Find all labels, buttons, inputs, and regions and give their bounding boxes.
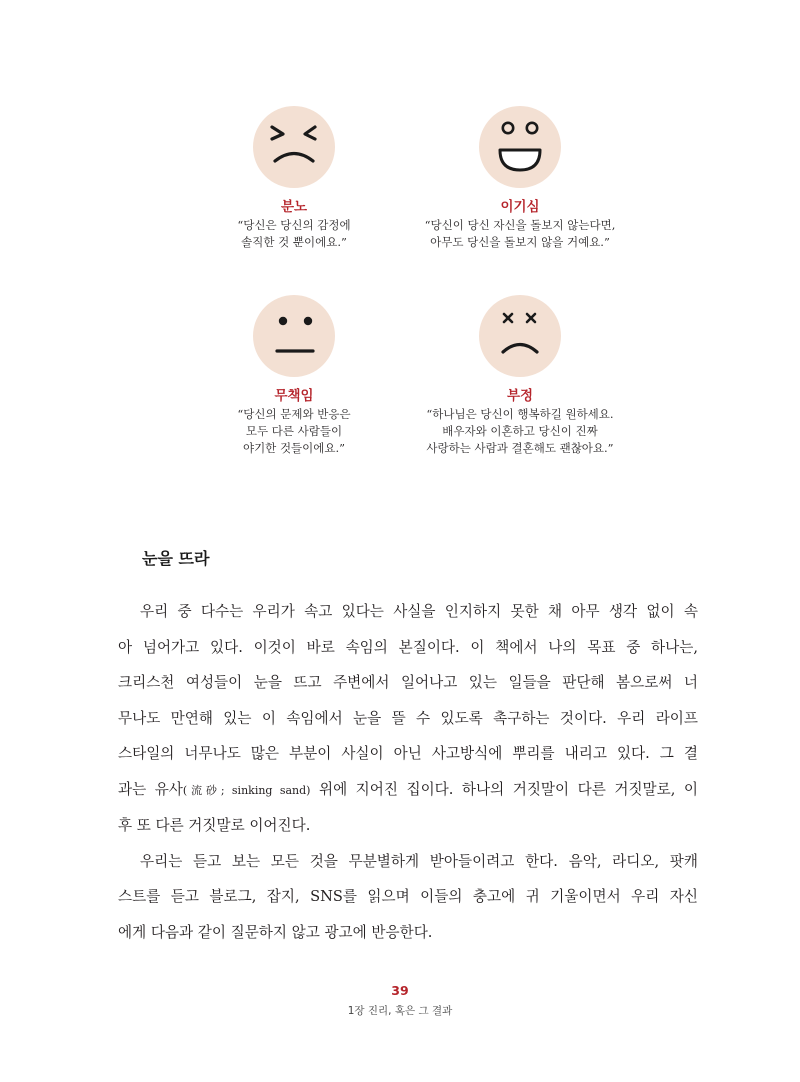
emotion-label: 분노 — [280, 199, 308, 215]
body-line: 스타일의 너무나도 많은 부분이 사실이 아닌 사고방식에 뿌리를 내리고 있다. 그 결 — [118, 745, 698, 762]
body-line: 우리 중 다수는 우리가 속고 있다는 사실을 인지하지 못한 채 아무 생각 없이 속 — [140, 603, 698, 620]
face-card-denial — [350, 295, 690, 457]
chapter-title-footer: 1장 진리, 혹은 그 결과 — [347, 1005, 453, 1017]
dizzy-frown-face-icon — [479, 295, 561, 377]
body-line: 크리스천 여성들이 눈을 뜨고 주변에서 일어나고 있는 일들을 판단해 봄으로써 너 — [118, 674, 698, 691]
quote-line: “당신의 문제와 반응은 — [237, 407, 351, 421]
section-heading: 눈을 뜨라 — [142, 549, 210, 568]
hanja-note: (流砂; sinking sand) — [182, 783, 311, 797]
body-line: 스트를 듣고 블로그, 잡지, SNS를 읽으며 이들의 충고에 귀 기울이면서 우리 자신 — [118, 888, 698, 905]
neutral-face-icon — [253, 295, 335, 377]
face-card-selfishness — [350, 106, 690, 251]
emotion-label: 이기심 — [500, 199, 540, 215]
body-line: 에게 다음과 같이 질문하지 않고 광고에 반응한다. — [118, 923, 433, 941]
body-text — [118, 594, 698, 950]
quote-line: 솔직한 것 뿐이에요.” — [241, 235, 347, 249]
body-line: 아 넘어가고 있다. 이것이 바로 속임의 본질이다. 이 책에서 나의 목표 중 하나는, — [118, 638, 698, 656]
quote-line: 배우자와 이혼하고 당신이 진짜 — [442, 424, 598, 438]
quote-line: 사랑하는 사람과 결혼해도 괜찮아요.” — [426, 441, 614, 455]
quote-line: 야기한 것들이에요.” — [242, 441, 346, 455]
body-line: 후 또 다른 거짓말로 이어진다. — [118, 817, 311, 834]
quote-line: 모두 다른 사람들이 — [245, 424, 343, 438]
body-line: 무나도 만연해 있는 이 속임에서 눈을 뜰 수 있도록 촉구하는 것이다. 우리 라이프 — [118, 709, 698, 727]
body-line: 우리는 듣고 보는 모든 것을 무분별하게 받아들이려고 한다. 음악, 라디오, 팟캐 — [140, 852, 698, 870]
body-line-part: 위에 지어진 집이다. 하나의 거짓말이 다른 거짓말로, 이 — [310, 780, 698, 798]
quote-line: “당신은 당신의 감정에 — [237, 218, 351, 232]
quote-line: “당신이 당신 자신을 돌보지 않는다면, — [424, 218, 616, 232]
emotion-quote — [350, 217, 690, 251]
body-line-with-note — [118, 772, 698, 809]
emotion-quote — [350, 406, 690, 457]
angry-face-icon — [253, 106, 335, 188]
body-line-part: 과는 유사 — [118, 780, 183, 798]
quote-line: 아무도 당신을 돌보지 않을 거예요.” — [430, 235, 610, 249]
quote-line: “하나님은 당신이 행복하길 원하세요. — [426, 407, 614, 421]
grinning-face-icon — [479, 106, 561, 188]
emotion-label: 무책임 — [274, 388, 314, 404]
page-number: 39 — [391, 983, 409, 998]
emotion-label: 부정 — [506, 388, 534, 404]
